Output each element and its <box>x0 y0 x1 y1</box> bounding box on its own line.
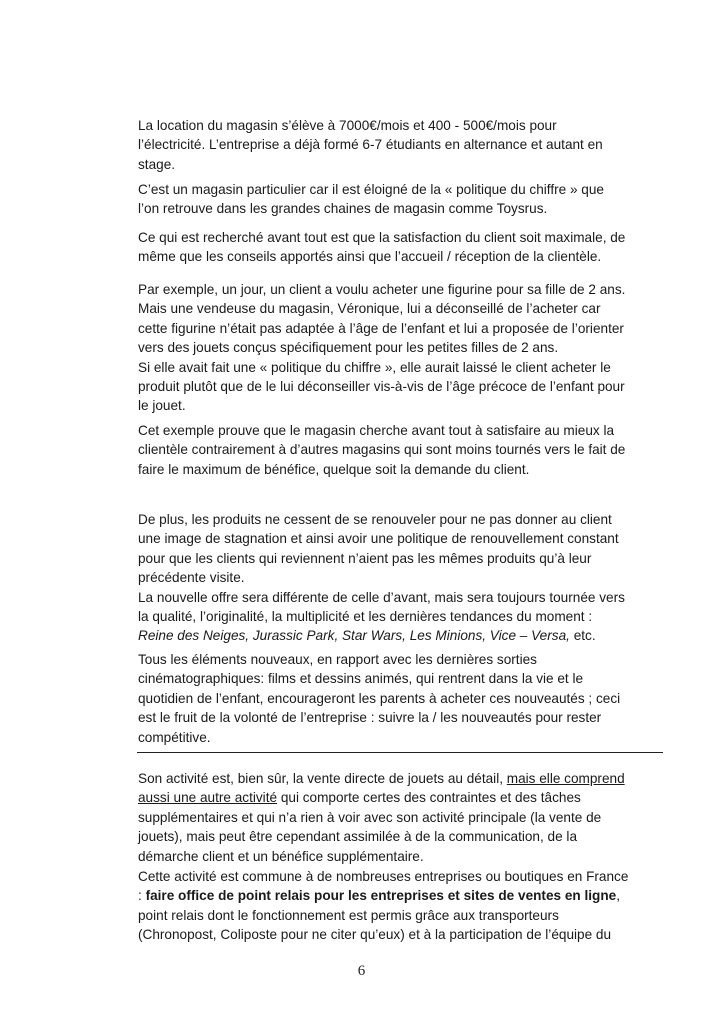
text-line: cette figurine n’était pas adaptée à l’âge de l’enfant et lui a proposée de l’orienter <box>138 320 624 336</box>
text-line <box>138 626 648 645</box>
text-line: La nouvelle offre sera différente de celle d’avant, mais sera toujours tournée vers <box>138 589 625 605</box>
text-line: Cet exemple prouve que le magasin cherche avant tout à satisfaire au mieux la <box>138 423 615 438</box>
text-line: produit plutôt que de le lui déconseiller vis-à-vis de l’âge précoce de l’enfant pour <box>138 379 625 395</box>
text-line: jouets), mais peut être cependant assimilée à de la communication, de la <box>138 829 578 845</box>
text-fragment: , <box>616 888 620 904</box>
text-line: Mais une vendeuse du magasin, Véronique, lui a déconseillé de l’acheter car <box>138 301 601 317</box>
text-line: démarche client et un bénéfice supplémentaire. <box>138 848 424 864</box>
paragraph-proof <box>138 421 648 479</box>
text-line: De plus, les produits ne cessent de se renouveler pour ne pas donner au client <box>138 512 612 527</box>
paragraph-activity <box>138 769 648 866</box>
text-line: le jouet. <box>138 398 186 414</box>
paragraph-satisfaction <box>138 228 648 267</box>
text-line <box>138 769 648 788</box>
text-line: (Chronopost, Coliposte pour ne citer qu’eux) et à la participation de l’équipe du <box>138 927 612 943</box>
page-number: 6 <box>357 963 366 979</box>
text-line: Tous les éléments nouveaux, en rapport avec les dernières sorties <box>138 652 537 667</box>
text-line: précédente visite. <box>138 570 245 586</box>
bold-text: faire office de point relais pour les entreprises et sites de ventes en ligne <box>145 888 617 904</box>
text-line: C’est un magasin particulier car il est éloigné de la « politique du chiffre » que <box>138 182 604 197</box>
text-fragment: : <box>138 888 146 904</box>
text-line: Ce qui est recherché avant tout est que la satisfaction du client soit maximale, de <box>138 230 626 245</box>
italic-franchise-list: Reine des Neiges, Jurassic Park, Star Wars, Les Minions, Vice – Versa, <box>138 628 570 644</box>
text-line: Par exemple, un jour, un client a voulu acheter une figurine pour sa fille de 2 ans. <box>138 282 626 297</box>
text-line: est le fruit de la volonté de l’entreprise : suivre la / les nouveautés pour rester <box>138 710 602 726</box>
text-line: faire le maximum de bénéfice, quelque soit la demande du client. <box>138 461 530 477</box>
underlined-text: aussi une autre activité <box>138 790 278 806</box>
paragraph-politique <box>138 180 648 219</box>
text-line: stage. <box>138 156 176 172</box>
text-line <box>138 886 648 905</box>
paragraph-renewal <box>138 510 648 646</box>
text-fragment: qui comporte certes des contraintes et des tâches <box>277 790 581 806</box>
text-line <box>138 788 648 807</box>
paragraph-example <box>138 280 648 416</box>
text-line: compétitive. <box>138 729 211 745</box>
text-line: l’on retrouve dans les grandes chaines de magasin comme Toysrus. <box>138 201 548 217</box>
paragraph-relay-point <box>138 867 648 945</box>
text-line: Si elle avait fait une « politique du chiffre », elle aurait laissé le client acheter le <box>138 359 611 375</box>
text-line: clientèle contrairement à d’autres magasins qui sont moins tournés vers le fait de <box>138 442 626 458</box>
underlined-text: mais elle comprend <box>506 771 625 786</box>
text-fragment: Son activité est, bien sûr, la vente directe de jouets au détail, <box>138 771 507 786</box>
text-line: quotidien de l’enfant, encourageront les parents à acheter ces nouveautés ; ceci <box>138 690 621 706</box>
text-fragment: etc. <box>569 628 596 644</box>
text-line: La location du magasin s’élève à 7000€/mois et 400 - 500€/mois pour <box>138 118 557 133</box>
text-line: l’électricité. L’entreprise a déjà formé 6-7 étudiants en alternance et autant en <box>138 137 603 153</box>
horizontal-divider <box>137 752 663 753</box>
paragraph-new-elements <box>138 650 648 747</box>
text-line: même que les conseils apportés ainsi que l’accueil / réception de la clientèle. <box>138 249 602 265</box>
text-line: la qualité, l’originalité, la multiplicité et les dernières tendances du moment : <box>138 609 593 625</box>
text-line: cinématographiques: films et dessins animés, qui rentrent dans la vie et le <box>138 671 584 687</box>
text-line: pour que les clients qui reviennent n’aient pas les mêmes produits qu’à leur <box>138 550 592 566</box>
text-line: une image de stagnation et ainsi avoir une politique de renouvellement constant <box>138 531 619 547</box>
text-line: supplémentaires et qui n’a rien à voir avec son activité principale (la vente de <box>138 809 602 825</box>
text-line: Cette activité est commune à de nombreuses entreprises ou boutiques en France <box>138 869 629 884</box>
text-line: point relais dont le fonctionnement est permis grâce aux transporteurs <box>138 907 559 923</box>
text-line: vers des jouets conçus spécifiquement pour les petites filles de 2 ans. <box>138 340 559 356</box>
paragraph-rent <box>138 116 648 174</box>
